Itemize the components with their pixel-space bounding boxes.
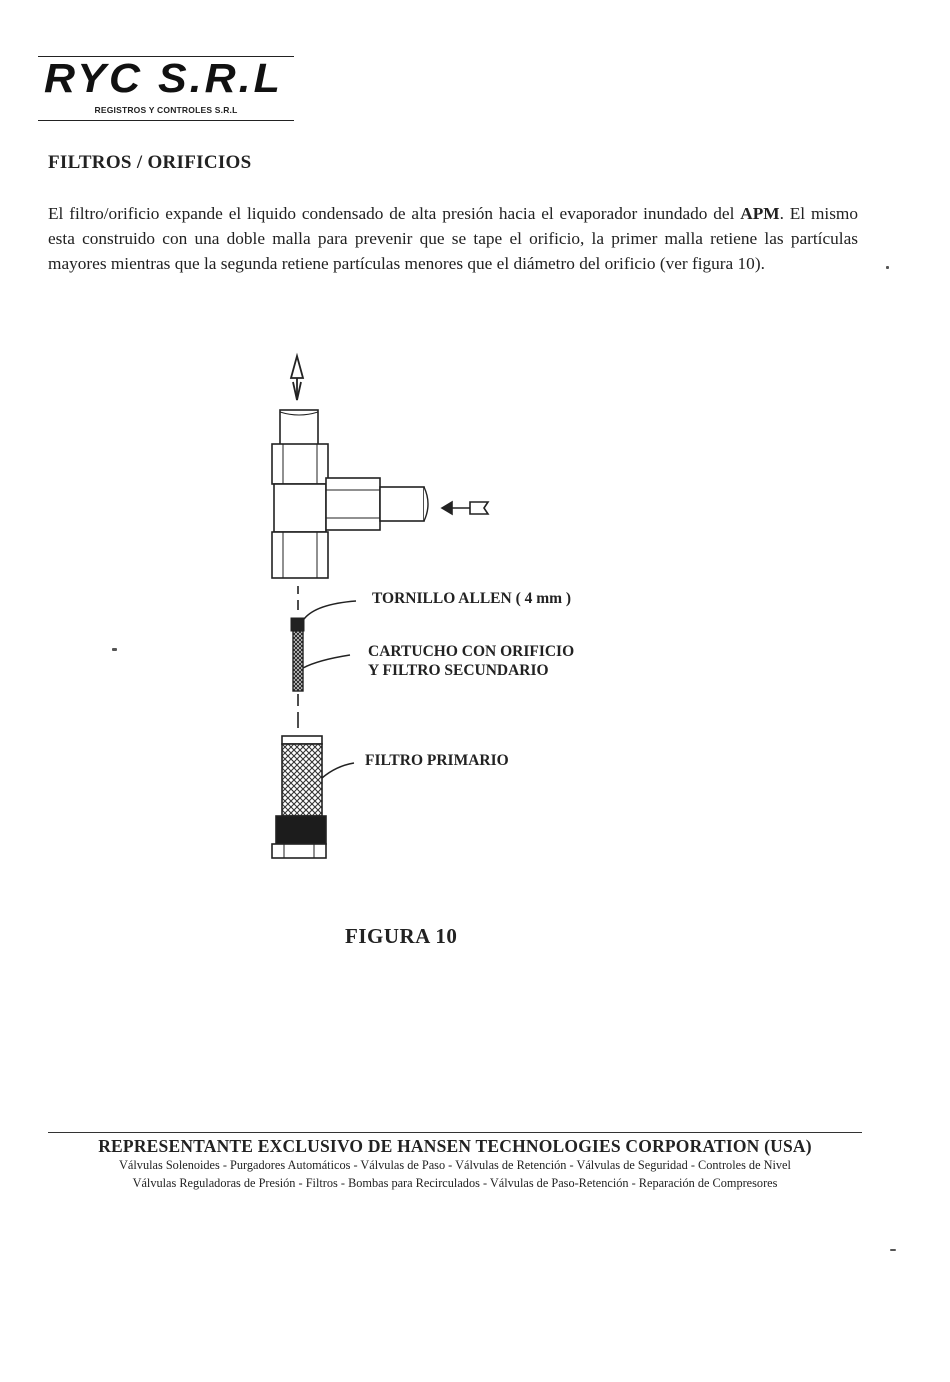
logo-tagline: REGISTROS Y CONTROLES S.R.L [94, 105, 238, 115]
callout-primary-filter-label: FILTRO PRIMARIO [365, 752, 509, 769]
footer-divider [48, 1132, 862, 1133]
callout-cartridge-line2: Y FILTRO SECUNDARIO [368, 662, 549, 679]
callout-cartridge-line1: CARTUCHO CON ORIFICIO [368, 643, 575, 660]
callout-allen-screw-label: TORNILLO ALLEN ( 4 mm ) [372, 590, 572, 607]
footer-products-line-2: Válvulas Reguladoras de Presión - Filtros - Bombas para Recirculados - Válvulas de Paso-Retención - Reparación de Compresores [132, 1176, 778, 1190]
footer-products-line-1: Válvulas Solenoides - Purgadores Automáticos - Válvulas de Paso - Válvulas de Retención - Válvulas de Seguridad - Controles de Nivel [119, 1158, 791, 1172]
callout-primary-filter [365, 751, 509, 770]
logo-mark: RYC S.R.L [44, 56, 283, 102]
intro-text-bold: APM [740, 204, 780, 223]
allen-screw [291, 618, 304, 631]
figure-caption: FIGURA 10 [345, 924, 458, 948]
scan-speck [112, 648, 117, 651]
footer-title: REPRESENTANTE EXCLUSIVO DE HANSEN TECHNOLOGIES CORPORATION (USA) [98, 1136, 812, 1156]
inlet-flow-arrow [442, 502, 488, 514]
section-title: FILTROS / ORIFICIOS [48, 152, 252, 173]
intro-text-end: . El mismo esta construido con una doble malla para prevenir que se tape el orificio, la primer malla retiene las partículas mayores mientras que la segunda retiene partículas menores que el diámetro del orificio (ver figura 10). [48, 204, 858, 273]
orifice-cartridge [293, 631, 303, 691]
scan-speck [890, 1249, 896, 1251]
primary-filter [272, 736, 326, 858]
outlet-flow-arrow [291, 356, 303, 400]
callout-allen-screw [372, 589, 571, 608]
callout-cartridge [368, 642, 574, 680]
tee-fitting [272, 410, 428, 578]
scan-speck [886, 266, 889, 269]
intro-text-start: El filtro/orificio expande el liquido condensado de alta presión hacia el evaporador inundado del [48, 204, 741, 223]
